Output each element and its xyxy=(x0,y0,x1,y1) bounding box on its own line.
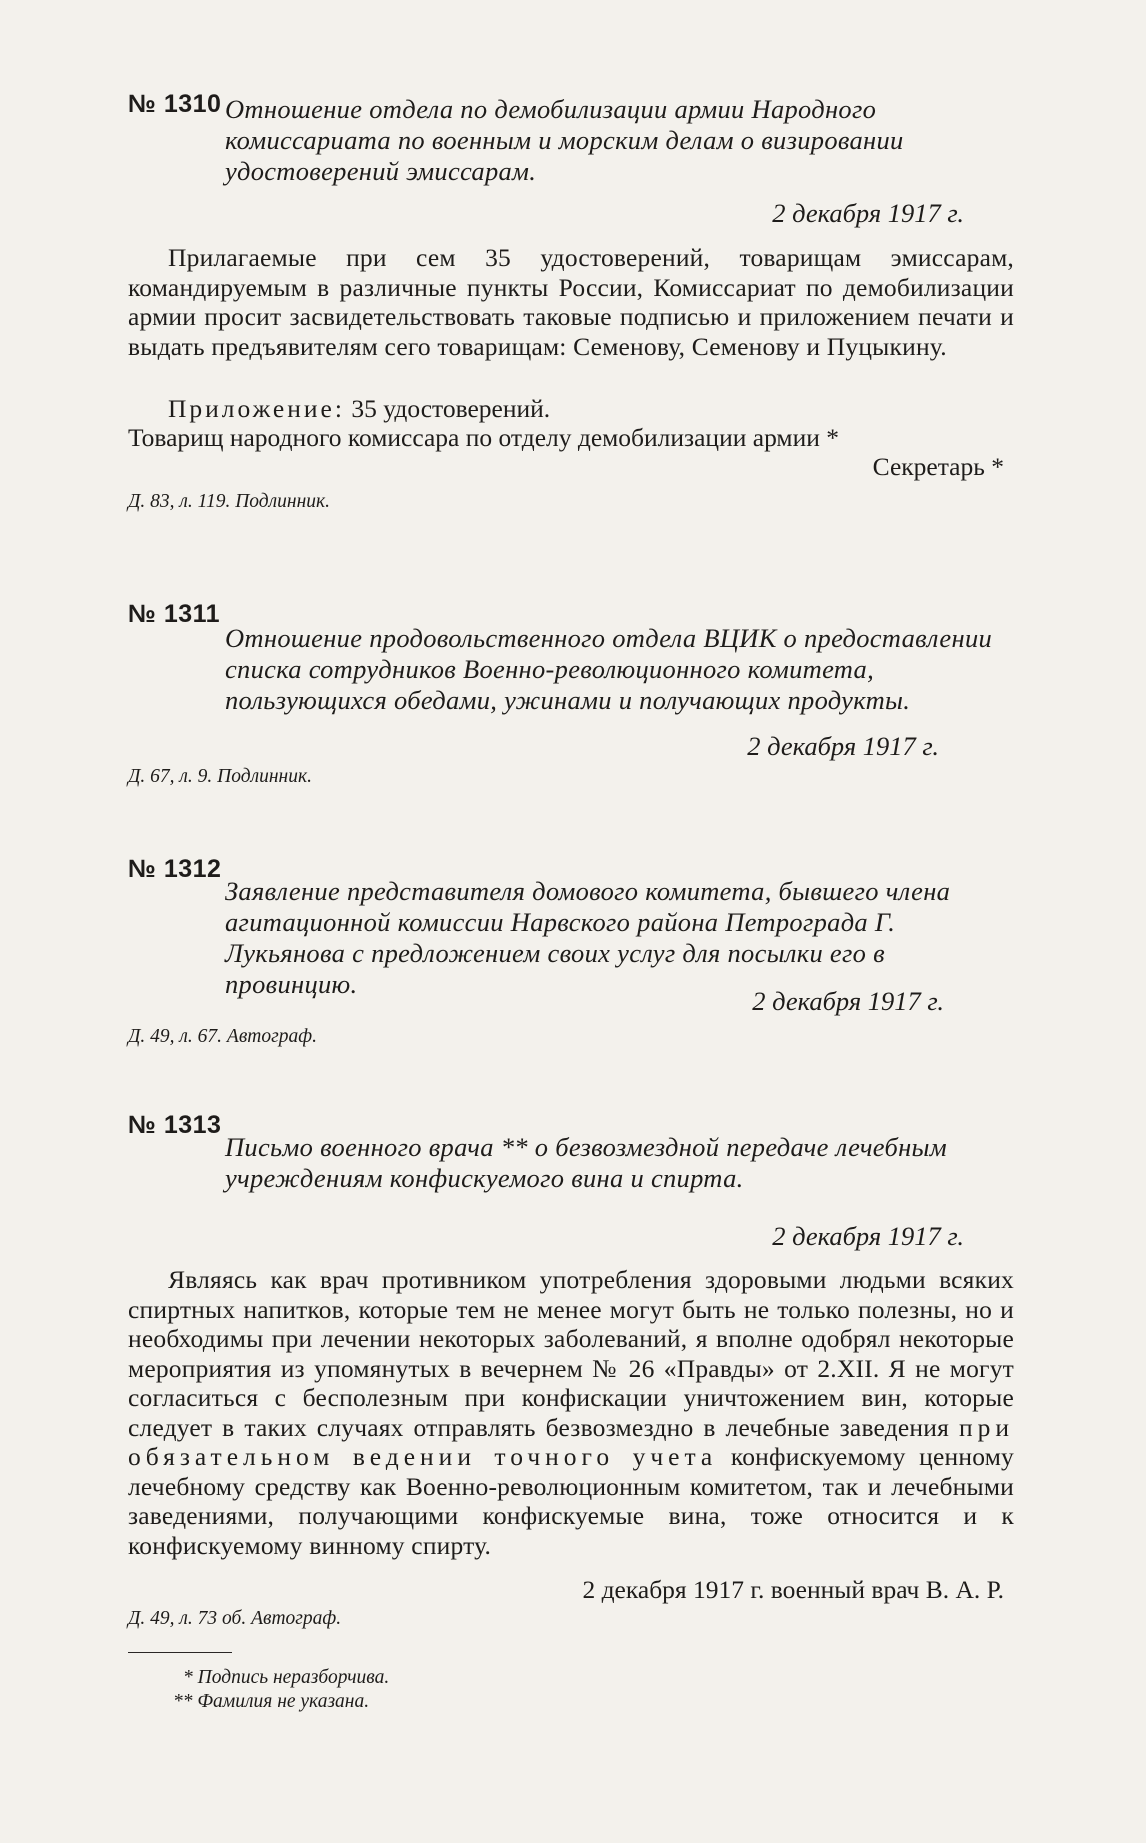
doc-1313-body-part-2: конфискуемому ценному лечебному средству как Военно-революционным комитетом, так и лечебными заведениями, получающими конфискуемые вина, тоже относится и к конфискуемому винному спирту. xyxy=(128,1442,1014,1560)
doc-1310-attachment xyxy=(168,394,550,424)
doc-1312-title: Заявление представителя домового комитета, бывшего члена агитационной комиссии Нарвского района Петрограда Г. Лукьянова с предложением своих услуг для посылки его в провинцию. xyxy=(225,876,951,999)
doc-1313-title: Письмо военного врача ** о безвозмездной передаче лечебным учреждениям конфискуемого вина и спирта. xyxy=(225,1132,948,1193)
footnote-2: ** Фамилия не указана. xyxy=(173,1691,370,1712)
doc-1310-signature-2: Секретарь * xyxy=(872,452,1004,481)
doc-1310-archive: Д. 83, л. 119. Подлинник. xyxy=(128,491,330,512)
doc-1313-body xyxy=(128,1265,1014,1560)
doc-1310-date: 2 декабря 1917 г. xyxy=(772,198,964,228)
doc-1313-number: № 1313 xyxy=(128,1111,222,1139)
doc-1310-number: № 1310 xyxy=(128,90,222,118)
doc-1313-body-part-1: Являясь как врач противником употребления здоровыми людьми всяких спиртных напитков, которые тем не менее могут быть не только полезны, но и необходимы при лечении некоторых заболеваний, я вполне одобрял некоторые мероприятия из упомянутых в вечернем № 26 «Правды» от 2.XII. Я не могут согласиться с бесполезным при конфискации уничтожением вин, которые следует в таких случаях отправлять безвозмездно в лечебные заведения xyxy=(128,1265,1014,1442)
attachment-text: 35 удостоверений. xyxy=(351,394,551,423)
doc-1311-date: 2 декабря 1917 г. xyxy=(747,731,939,761)
footnote-1: * Подпись неразборчива. xyxy=(183,1667,390,1688)
doc-1313-date: 2 декабря 1917 г. xyxy=(772,1221,964,1251)
doc-1313-closing: 2 декабря 1917 г. военный врач В. А. Р. xyxy=(582,1575,1004,1604)
doc-1312-date: 2 декабря 1917 г. xyxy=(752,986,944,1016)
footnote-divider xyxy=(128,1652,232,1653)
doc-1311-number: № 1311 xyxy=(128,600,221,628)
doc-1311-archive: Д. 67, л. 9. Подлинник. xyxy=(128,766,312,787)
doc-1313-body-emphasis: при обязательном ведении точного учета xyxy=(128,1412,1014,1471)
document-page xyxy=(128,0,1014,1843)
doc-1312-number: № 1312 xyxy=(128,855,222,883)
doc-1312-archive: Д. 49, л. 67. Автограф. xyxy=(128,1026,317,1047)
doc-1310-title: Отношение отдела по демобилизации армии Народного комиссариата по военным и морским делам о визировании удостоверений эмиссарам. xyxy=(225,94,904,186)
doc-1313-archive: Д. 49, л. 73 об. Автограф. xyxy=(128,1608,342,1629)
attachment-label: Приложение: xyxy=(168,394,345,423)
doc-1310-signature-1: Товарищ народного комиссара по отделу демобилизации армии * xyxy=(128,423,839,452)
doc-1310-body: Прилагаемые при сем 35 удостоверений, товарищам эмиссарам, командируемым в различные пункты России, Комиссариат по демобилизации армии просит засвидетельствовать таковые подписью и приложением печати и выдать предъявителям сего товарищам: Семенову, Семенову и Пуцыкину. xyxy=(128,243,1014,361)
doc-1311-title: Отношение продовольственного отдела ВЦИК о предоставлении списка сотрудников Военно-революционного комитета, пользующихся обедами, ужинами и получающих продукты. xyxy=(225,623,993,715)
